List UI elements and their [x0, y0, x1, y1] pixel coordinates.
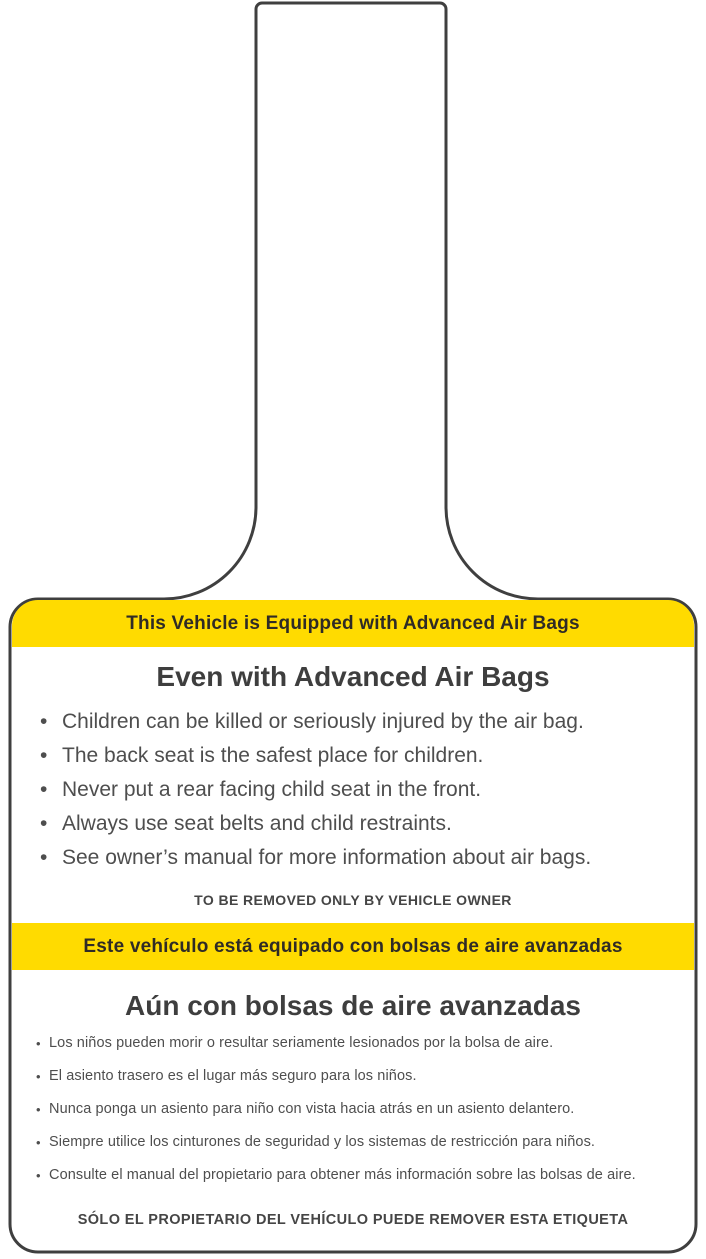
english-banner-text: This Vehicle is Equipped with Advanced Air Bags	[126, 612, 580, 634]
english-heading: Even with Advanced Air Bags	[156, 661, 550, 692]
spanish-removal-footer: SÓLO EL PROPIETARIO DEL VEHÍCULO PUEDE REMOVER ESTA ETIQUETA	[77, 1212, 629, 1228]
english-banner	[12, 600, 694, 647]
list-item: • The back seat is the safest place for children.	[38, 739, 694, 773]
english-bullet-list	[38, 705, 694, 875]
list-item: • See owner’s manual for more information about air bags.	[38, 841, 694, 875]
list-item: • Children can be killed or seriously injured by the air bag.	[38, 705, 694, 739]
english-removal-note: TO BE REMOVED ONLY BY VEHICLE OWNER	[194, 892, 512, 908]
spanish-banner-text: Este vehículo está equipado con bolsas de aire avanzadas	[83, 935, 623, 957]
spanish-heading: Aún con bolsas de aire avanzadas	[125, 990, 581, 1021]
spanish-banner	[12, 923, 694, 970]
spanish-bullet-list	[36, 1027, 696, 1192]
list-item: • Los niños pueden morir o resultar seriamente lesionados por la bolsa de aire.	[36, 1027, 696, 1060]
list-item: • Consulte el manual del propietario para obtener más información sobre las bolsas de aire.	[36, 1159, 696, 1192]
list-item: • Siempre utilice los cinturones de seguridad y los sistemas de restricción para niños.	[36, 1126, 696, 1159]
list-item: • Never put a rear facing child seat in the front.	[38, 773, 694, 807]
list-item: • Nunca ponga un asiento para niño con vista hacia atrás en un asiento delantero.	[36, 1093, 696, 1126]
list-item: • El asiento trasero es el lugar más seguro para los niños.	[36, 1060, 696, 1093]
list-item: • Always use seat belts and child restraints.	[38, 807, 694, 841]
